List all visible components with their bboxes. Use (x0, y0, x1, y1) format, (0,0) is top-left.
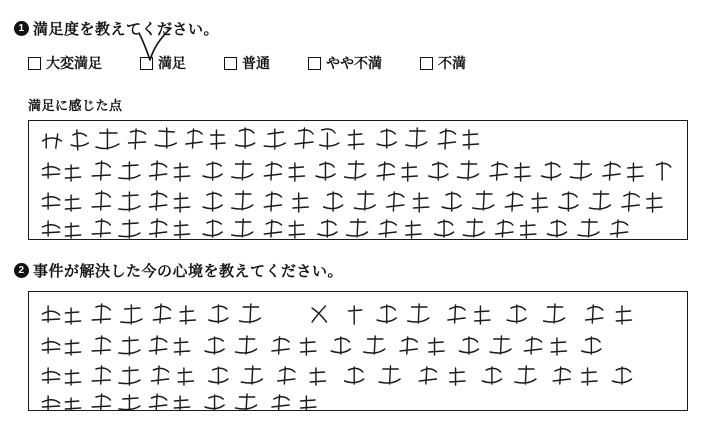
question-2-number: 2 (14, 263, 29, 278)
question-2-text: 事件が解決した今の心境を教えてください。 (33, 263, 344, 280)
q1-handwriting (29, 121, 687, 239)
question-1-number: 1 (14, 21, 29, 36)
checkbox-very-satisfied[interactable] (28, 57, 41, 70)
q2-handwriting (29, 292, 687, 410)
satisfaction-choices (28, 53, 698, 73)
checkbox-somewhat-dissatisfied[interactable] (308, 57, 321, 70)
q1-answer-box[interactable] (28, 120, 688, 240)
question-2 (14, 260, 698, 281)
checkbox-dissatisfied[interactable] (420, 57, 433, 70)
choice-satisfied[interactable] (140, 53, 186, 73)
question-1-text: 満足度を教えてください。 (33, 21, 220, 38)
checkbox-neutral[interactable] (224, 57, 237, 70)
q2-answer-box[interactable] (28, 291, 688, 411)
choice-dissatisfied[interactable] (420, 53, 466, 73)
choice-label-somewhat-dissatisfied: やや不満 (326, 55, 382, 71)
choice-label-very-satisfied: 大変満足 (46, 55, 102, 71)
choice-label-dissatisfied: 不満 (438, 55, 466, 71)
checkbox-satisfied[interactable] (140, 57, 153, 70)
question-1 (14, 18, 698, 39)
choice-neutral[interactable] (224, 53, 270, 73)
choice-somewhat-dissatisfied[interactable] (308, 53, 382, 73)
choice-label-neutral: 普通 (242, 55, 270, 71)
choice-label-satisfied: 満足 (158, 55, 186, 71)
choice-very-satisfied[interactable] (28, 53, 102, 73)
q1-sub-label: 満足に感じた点 (28, 98, 123, 113)
